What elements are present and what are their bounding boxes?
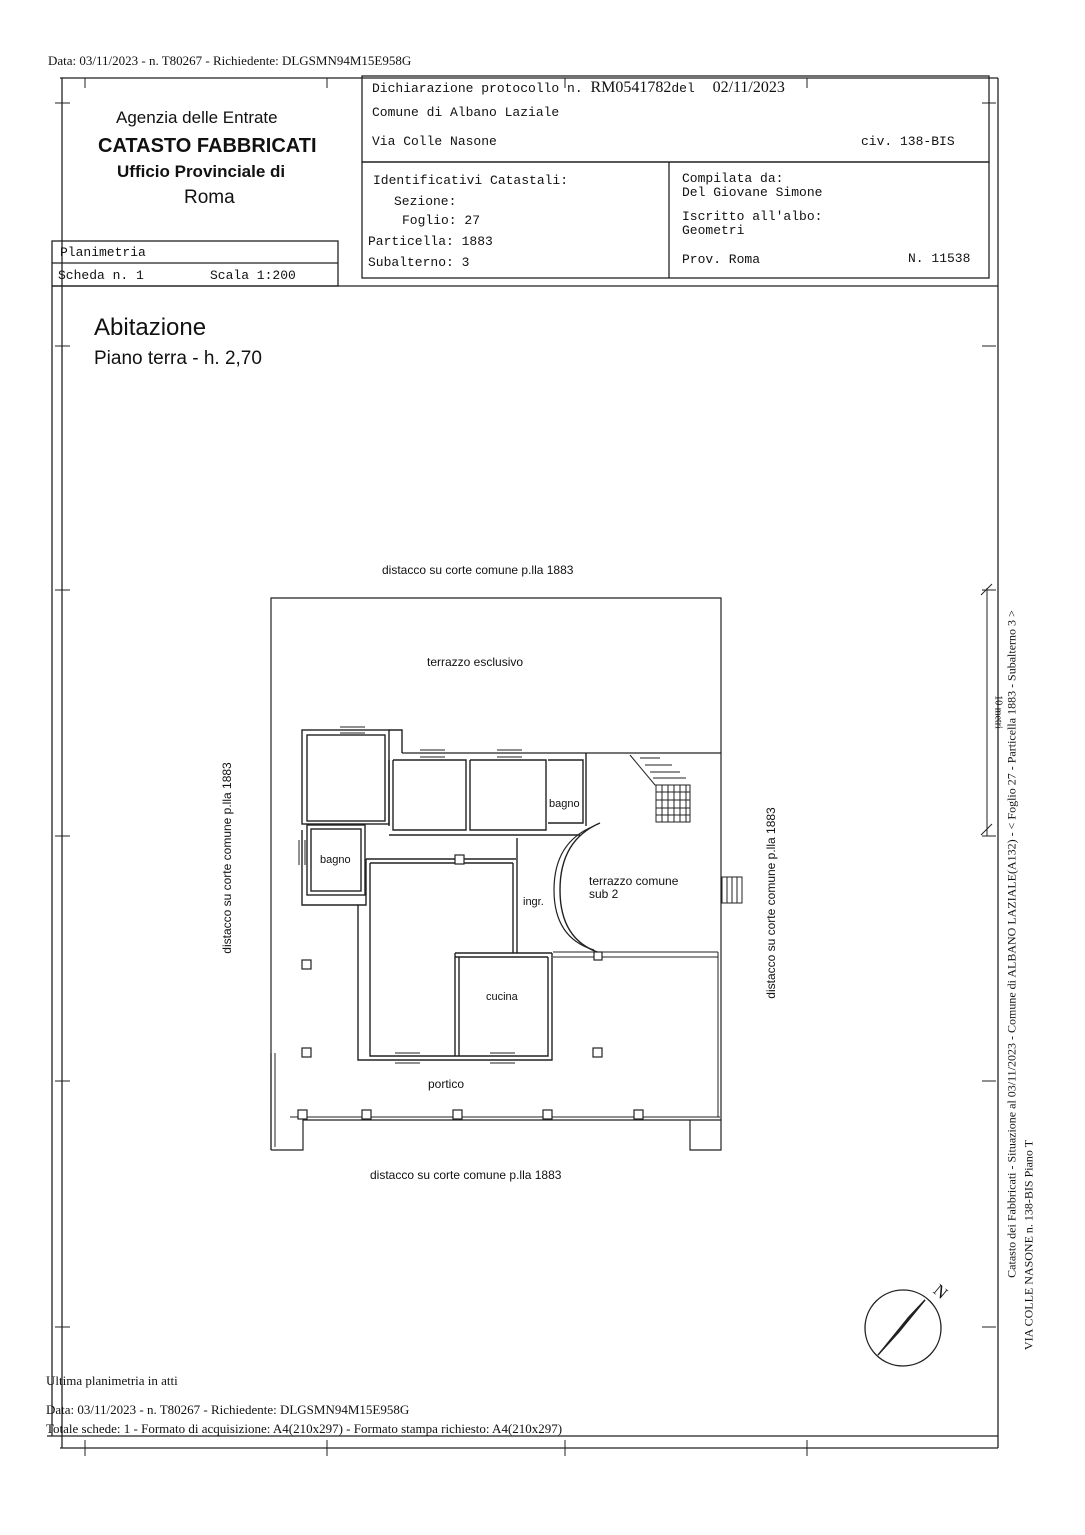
plan-subtitle: Piano terra - h. 2,70 bbox=[94, 348, 262, 369]
address: Via Colle Nasone bbox=[372, 134, 497, 149]
scale: Scala 1:200 bbox=[210, 268, 296, 283]
scheda-number: Scheda n. 1 bbox=[58, 268, 144, 283]
protocol-date: 02/11/2023 bbox=[712, 79, 785, 96]
registration-number: N. 11538 bbox=[908, 251, 971, 266]
scale-bar-label: 10 metri bbox=[992, 695, 1004, 729]
label-terrazzo-comune: terrazzo comune bbox=[589, 874, 679, 888]
office-city: Roma bbox=[184, 187, 235, 208]
footer-data: Data: 03/11/2023 - n. T80267 - Richiedente: DLGSMN94M15E958G bbox=[46, 1402, 410, 1417]
label-ingresso: ingr. bbox=[523, 896, 544, 908]
catasto-title: CATASTO FABBRICATI bbox=[98, 135, 317, 157]
label-sub2: sub 2 bbox=[589, 887, 619, 901]
label-portico: portico bbox=[428, 1077, 465, 1091]
compiler-title: Compilata da: bbox=[682, 171, 784, 186]
particella: Particella: 1883 bbox=[368, 234, 493, 249]
subalterno: Subalterno: 3 bbox=[368, 255, 470, 270]
label-distacco-top: distacco su corte comune p.lla 1883 bbox=[382, 563, 574, 577]
agency-name: Agenzia delle Entrate bbox=[116, 108, 278, 127]
civic-number: civ. 138-BIS bbox=[861, 134, 955, 149]
protocol-label: Dichiarazione protocollo n. bbox=[372, 81, 583, 96]
side-text-address: VIA COLLE NASONE n. 138-BIS Piano T bbox=[1021, 1139, 1036, 1351]
label-terrazzo-esclusivo: terrazzo esclusivo bbox=[427, 655, 524, 669]
label-cucina: cucina bbox=[486, 991, 518, 1003]
identifiers-title: Identificativi Catastali: bbox=[373, 173, 569, 188]
north-label: N bbox=[929, 1280, 952, 1303]
footer-totale: Totale schede: 1 - Formato di acquisizione: A4(210x297) - Formato stampa richiesto: A4(210x297) bbox=[46, 1421, 563, 1436]
albo-label: Iscritto all'albo: bbox=[682, 209, 823, 224]
side-text-situazione: Catasto dei Fabbricati - Situazione al 03/11/2023 - Comune di ALBANO LAZIALE(A132) - < Foglio 27 - Particella 1883 - Subalterno 3 > bbox=[1004, 610, 1019, 1278]
foglio: Foglio: 27 bbox=[402, 213, 481, 228]
label-bagno-left: bagno bbox=[320, 854, 351, 866]
planimetria-label: Planimetria bbox=[60, 245, 146, 260]
protocol-number: RM0541782 bbox=[590, 79, 672, 96]
label-distacco-bottom: distacco su corte comune p.lla 1883 bbox=[370, 1168, 562, 1182]
label-distacco-left: distacco su corte comune p.lla 1883 bbox=[220, 762, 234, 954]
province: Prov. Roma bbox=[682, 252, 761, 267]
compass bbox=[865, 1290, 941, 1366]
scale-bar bbox=[981, 584, 992, 836]
footer-ultima: Ultima planimetria in atti bbox=[46, 1373, 178, 1388]
compiler-name: Del Giovane Simone bbox=[682, 185, 823, 200]
sezione: Sezione: bbox=[394, 194, 457, 209]
ufficio-label: Ufficio Provinciale di bbox=[117, 162, 286, 181]
plan-title: Abitazione bbox=[94, 314, 207, 341]
comune: Comune di Albano Laziale bbox=[372, 105, 560, 120]
request-info: Data: 03/11/2023 - n. T80267 - Richiedente: DLGSMN94M15E958G bbox=[48, 53, 412, 68]
label-distacco-right: distacco su corte comune p.lla 1883 bbox=[764, 807, 778, 999]
label-bagno-upper: bagno bbox=[549, 798, 580, 810]
protocol-del: del bbox=[671, 81, 695, 96]
protocol-line bbox=[372, 79, 785, 97]
albo: Geometri bbox=[682, 223, 745, 238]
